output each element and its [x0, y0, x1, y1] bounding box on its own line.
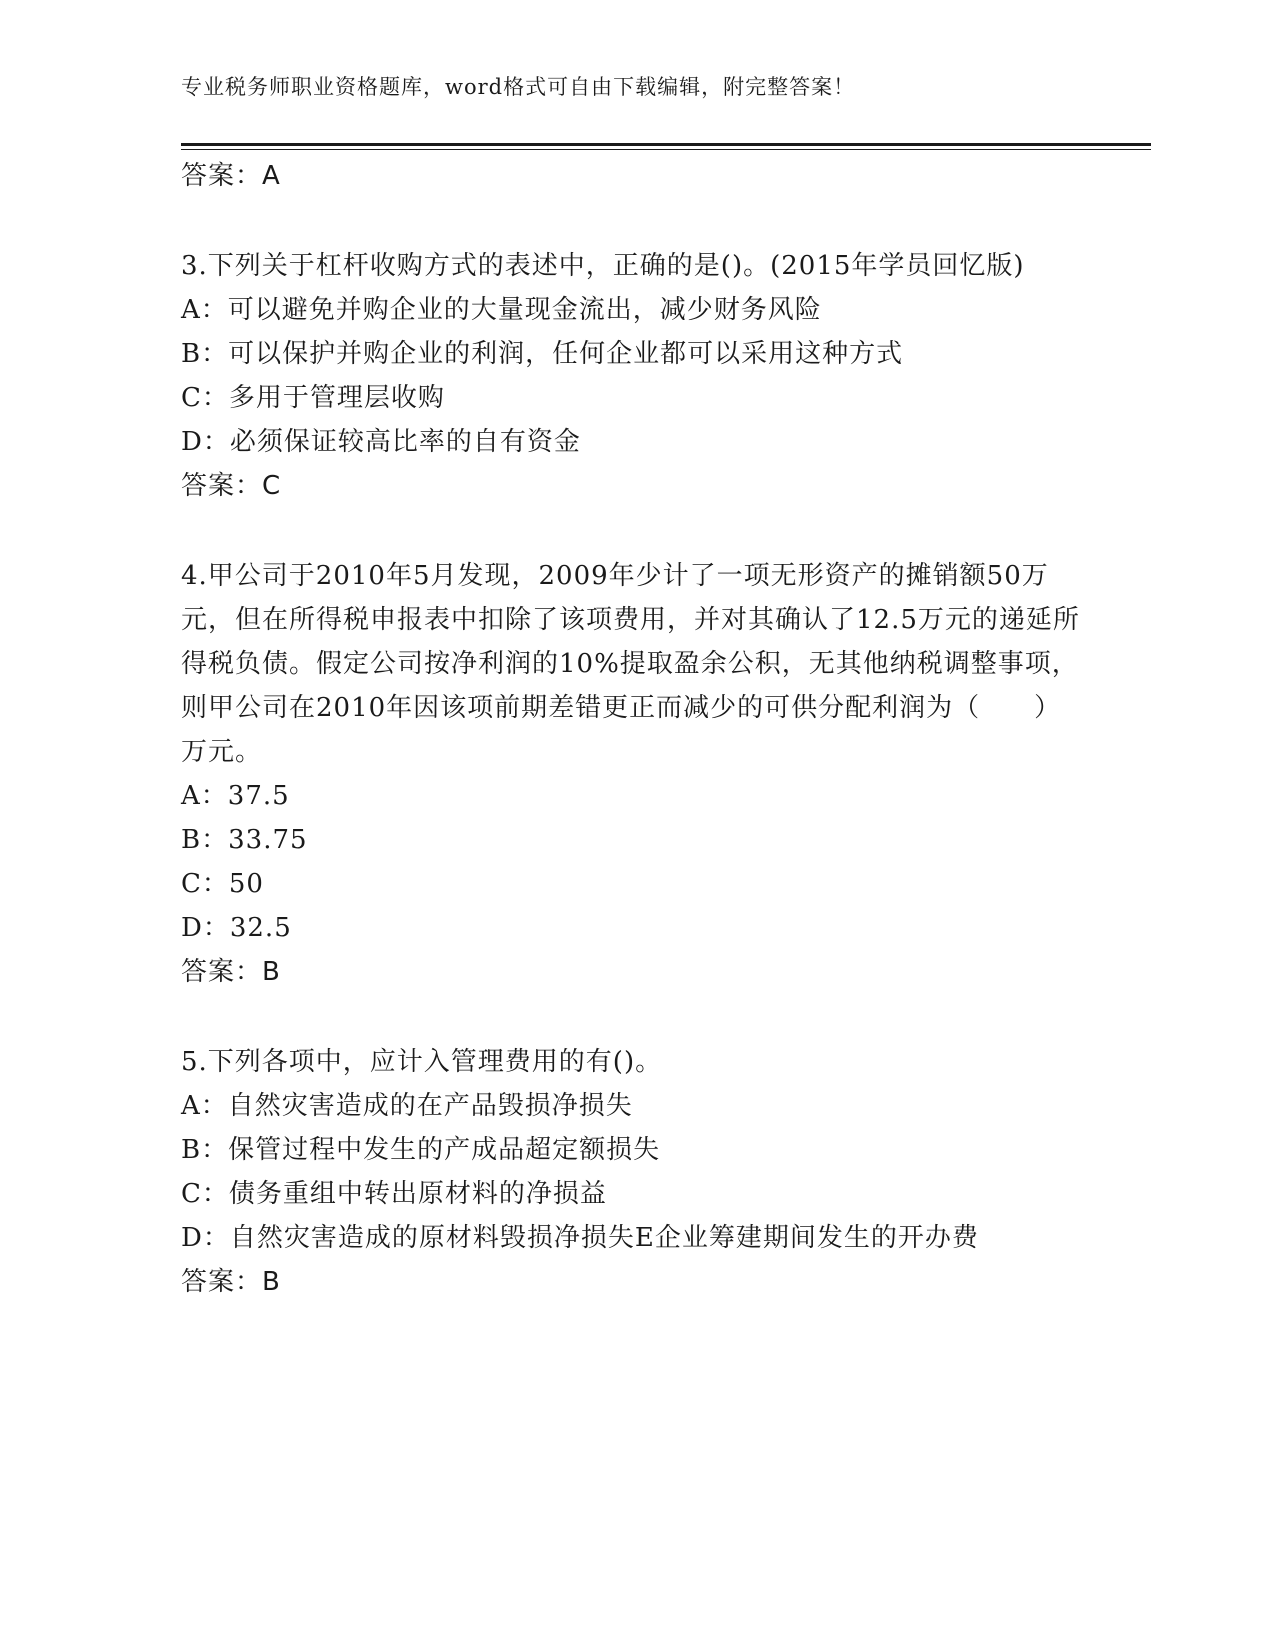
- option-c: C：50: [181, 869, 264, 899]
- option-d: D：32.5: [181, 913, 292, 943]
- answer-label: 答案：A: [181, 161, 281, 191]
- header-rule-thin: [181, 149, 1151, 150]
- option-a: A：自然灾害造成的在产品毁损净损失: [181, 1091, 633, 1121]
- option-a: A：37.5: [181, 781, 290, 811]
- answer-label: 答案：C: [181, 471, 282, 501]
- question-stem: 5.下列各项中，应计入管理费用的有()。: [181, 1047, 663, 1077]
- option-b: B：33.75: [181, 825, 308, 855]
- option-c: C：债务重组中转出原材料的净损益: [181, 1179, 607, 1209]
- option-a: A：可以避免并购企业的大量现金流出，减少财务风险: [181, 295, 822, 325]
- option-d: D：必须保证较高比率的自有资金: [181, 427, 581, 457]
- question-block: [181, 1040, 1081, 1304]
- answer-label: 答案：B: [181, 1267, 281, 1297]
- option-b: B：可以保护并购企业的利润，任何企业都可以采用这种方式: [181, 339, 904, 369]
- answer-label: 答案：B: [181, 957, 281, 987]
- page-header: 专业税务师职业资格题库，word格式可自由下载编辑，附完整答案！: [181, 75, 856, 99]
- question-stem: 3.下列关于杠杆收购方式的表述中，正确的是()。(2015年学员回忆版): [181, 251, 1025, 281]
- question-block: [181, 554, 1081, 994]
- option-d: D：自然灾害造成的原材料毁损净损失E企业筹建期间发生的开办费: [181, 1223, 979, 1253]
- header-rule-thick: [181, 143, 1151, 146]
- option-b: B：保管过程中发生的产成品超定额损失: [181, 1135, 661, 1165]
- question-stem: 4.甲公司于2010年5月发现，2009年少计了一项无形资产的摊销额50万元，但在所得税申报表中扣除了该项费用，并对其确认了12.5万元的递延所得税负债。假定公司按净利润的10%提取盈余公积，无其他纳税调整事项，则甲公司在2010年因该项前期差错更正而减少的可供分配利润为（ ）万元。: [181, 561, 1080, 767]
- question-content: [181, 154, 1081, 1304]
- option-c: C：多用于管理层收购: [181, 383, 445, 413]
- question-block: [181, 244, 1081, 508]
